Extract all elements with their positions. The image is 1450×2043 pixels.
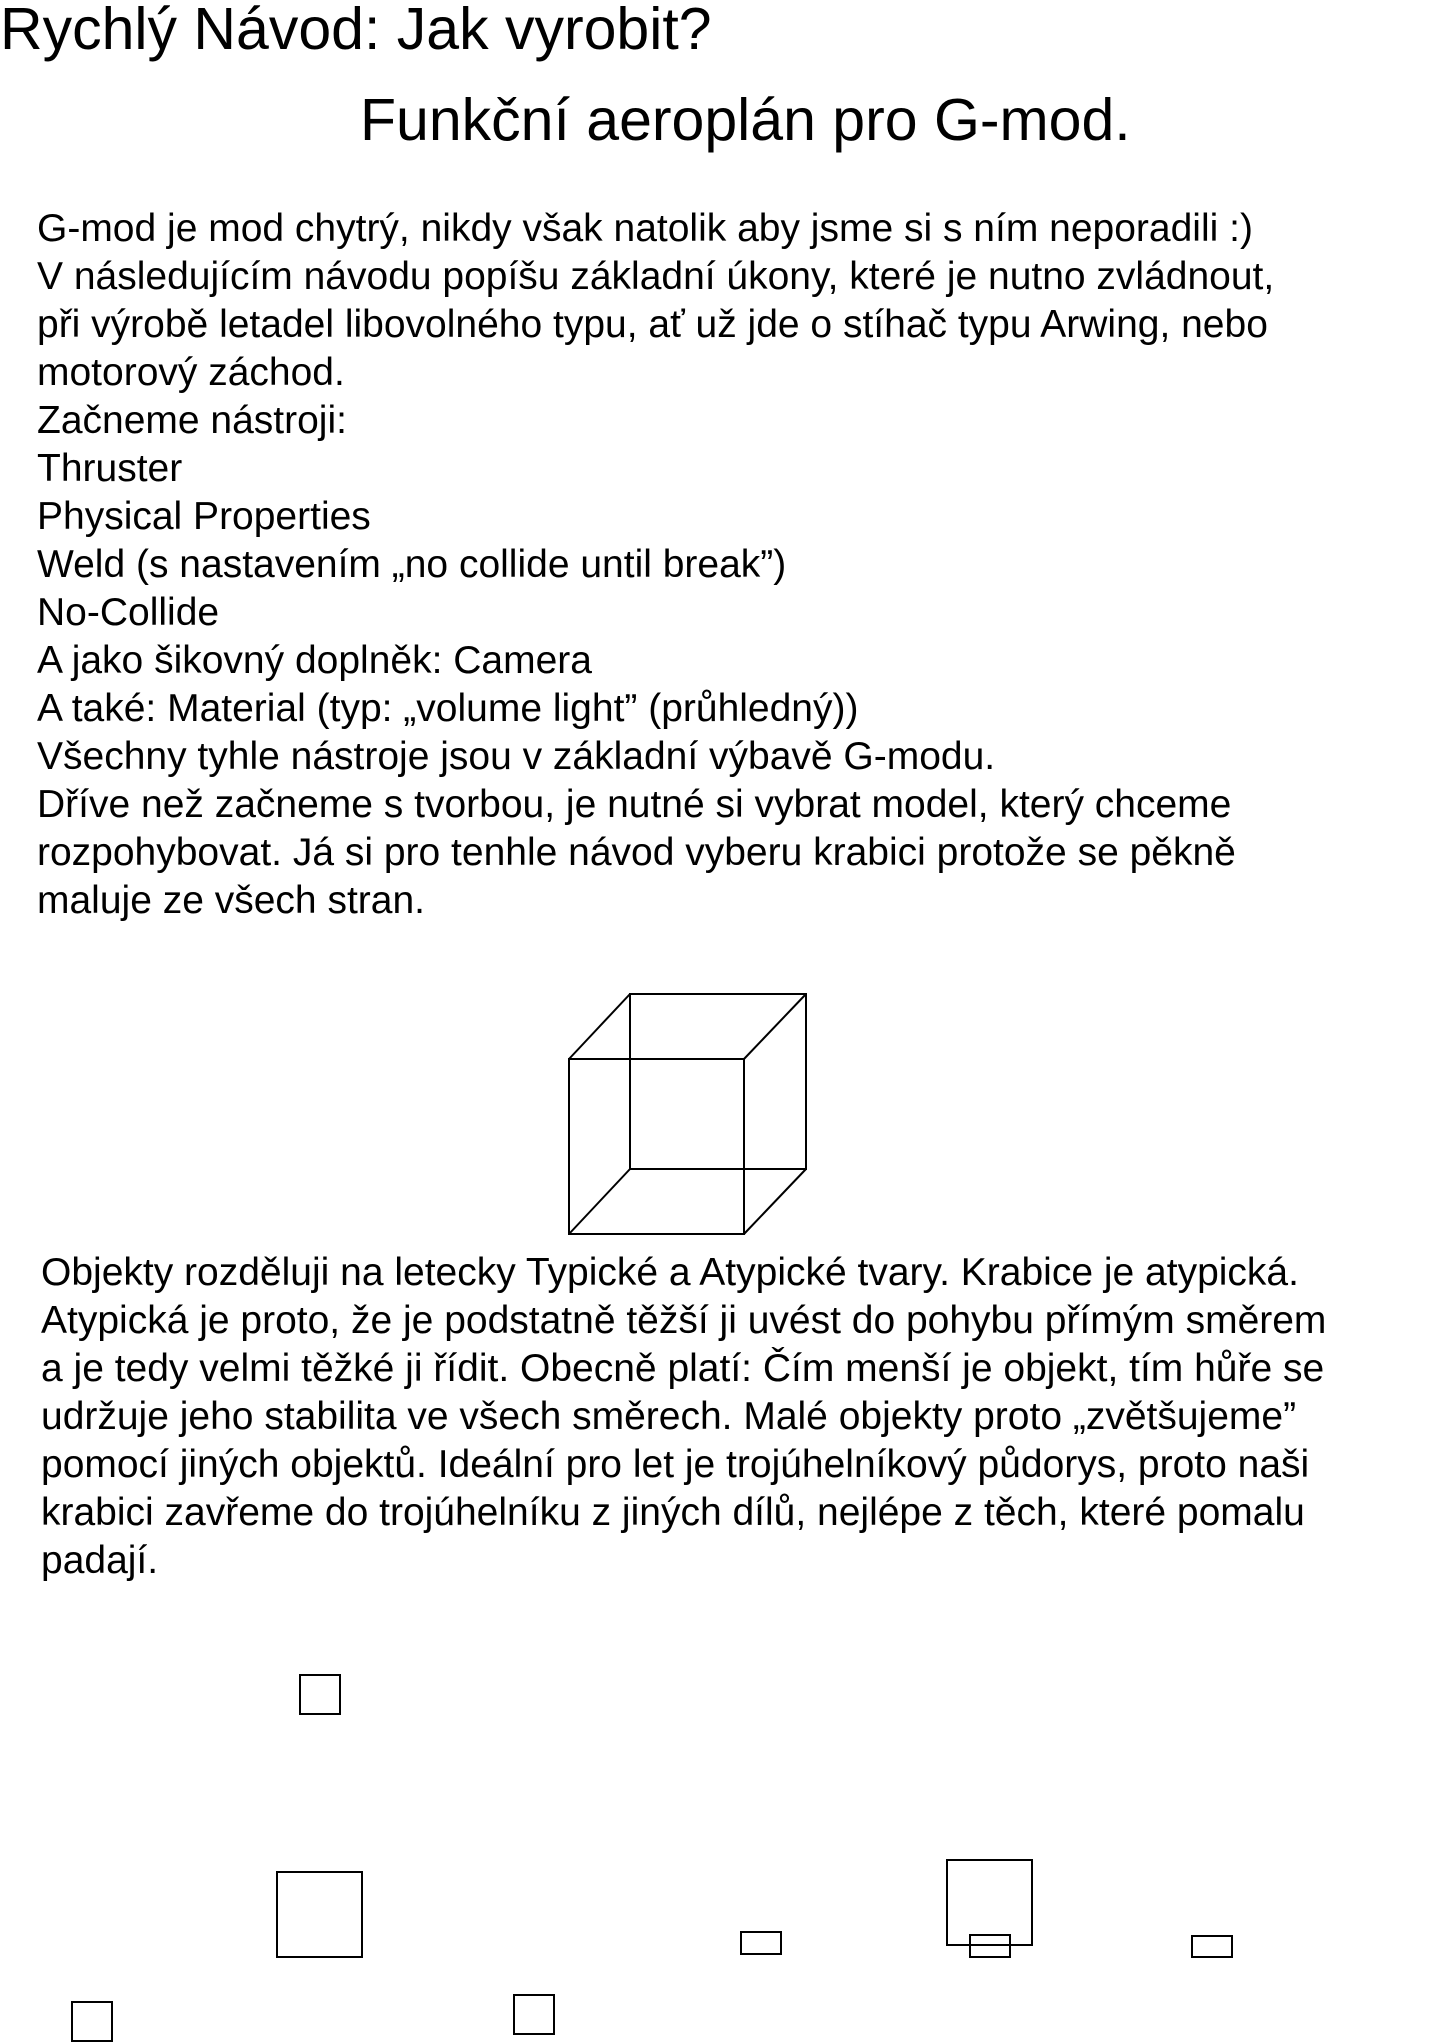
tool-item-thruster: Thruster (37, 447, 183, 490)
small-square (514, 1995, 554, 2034)
text-line: padají. (41, 1539, 159, 1582)
wireframe-cube-drawing (569, 994, 806, 1234)
text-line: Objekty rozděluji na letecky Typické a Atypické tvary. Krabice je atypická. (41, 1251, 1299, 1294)
text-line: maluje ze všech stran. (37, 879, 426, 922)
tool-item-weld: Weld (s nastavením „no collide until break”) (37, 543, 787, 586)
flat-rectangle (741, 1932, 781, 1954)
text-line: při výrobě letadel libovolného typu, ať už jde o stíhač typu Arwing, nebo (37, 303, 1268, 346)
document-title: Rychlý Návod: Jak vyrobit? (0, 0, 712, 62)
small-square (300, 1675, 340, 1714)
text-line: udržuje jeho stabilita ve všech směrech. Malé objekty proto „zvětšujeme” (41, 1395, 1297, 1438)
layout-squares-drawing (72, 1675, 1232, 2041)
tool-item-material: A také: Material (typ: „volume light” (průhledný)) (37, 687, 859, 730)
text-line: rozpohybovat. Já si pro tenhle návod vyberu krabici protože se pěkně (37, 831, 1236, 874)
tool-item-no-collide: No-Collide (37, 591, 220, 634)
large-square (947, 1860, 1032, 1945)
text-line: Začneme nástroji: (37, 399, 347, 442)
tool-item-camera: A jako šikovný doplněk: Camera (37, 639, 592, 682)
cube-edge (569, 1169, 630, 1234)
text-line: Všechny tyhle nástroje jsou v základní výbavě G-modu. (37, 735, 996, 778)
shapes-paragraph (41, 1249, 1450, 1585)
flat-rectangle (1192, 1936, 1232, 1957)
text-line: G-mod je mod chytrý, nikdy však natolik aby jsme si s ním neporadili :) (37, 207, 1253, 250)
cube-edge (569, 994, 630, 1059)
cube-edge (744, 994, 806, 1059)
small-square (72, 2002, 112, 2041)
document-subtitle: Funkční aeroplán pro G-mod. (360, 87, 1131, 153)
large-square (277, 1872, 362, 1957)
text-line: Atypická je proto, že je podstatně těžší ji uvést do pohybu přímým směrem (41, 1299, 1327, 1342)
text-line: motorový záchod. (37, 351, 345, 394)
text-line: pomocí jiných objektů. Ideální pro let je trojúhelníkový půdorys, proto naši (41, 1443, 1310, 1486)
text-line: V následujícím návodu popíšu základní úkony, které je nutno zvládnout, (37, 255, 1275, 298)
text-line: a je tedy velmi těžké ji řídit. Obecně platí: Čím menší je objekt, tím hůře se (41, 1347, 1325, 1390)
text-line: Dříve než začneme s tvorbou, je nutné si vybrat model, který chceme (37, 783, 1232, 826)
cube-front-face (569, 1059, 744, 1234)
text-line: krabici zavřeme do trojúhelníku z jiných dílů, nejlépe z těch, které pomalu (41, 1491, 1305, 1534)
tool-item-physical-properties: Physical Properties (37, 495, 371, 538)
cube-edge (744, 1169, 806, 1234)
